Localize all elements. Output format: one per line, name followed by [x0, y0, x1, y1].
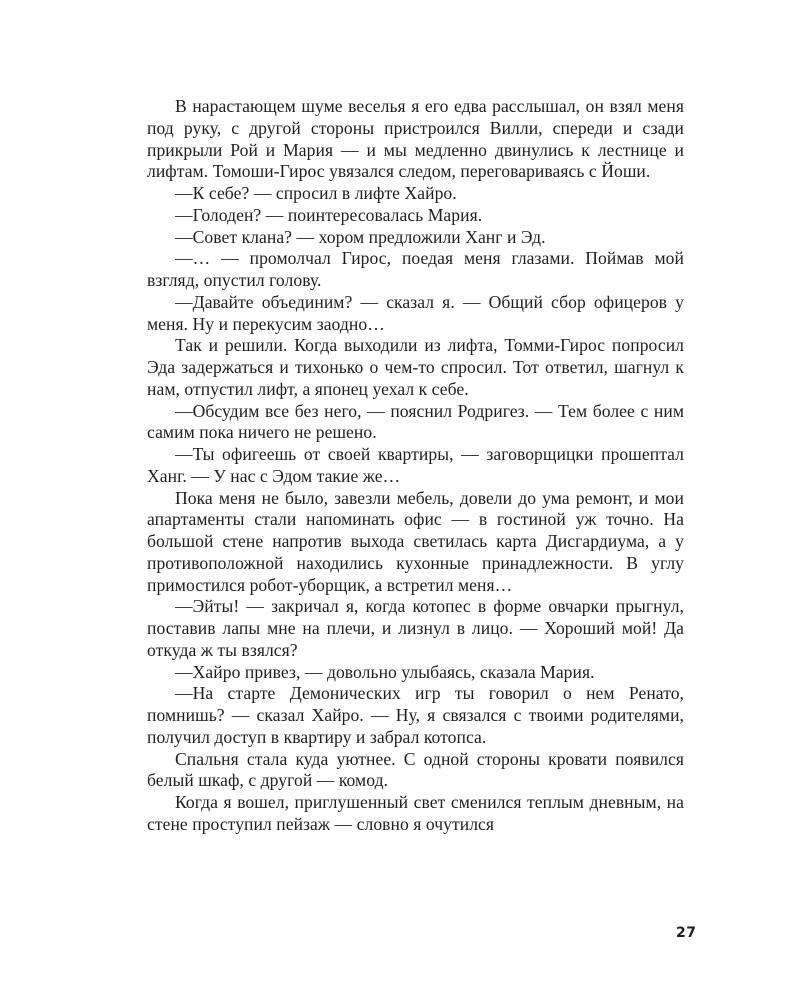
paragraph: —… — промолчал Гирос, поедая меня глазами. Поймав мой взгляд, опустил голову. [147, 248, 684, 290]
paragraph: Когда я вошел, приглушенный свет сменился теплым дневным, на стене проступил пейзаж — словно я очутился [147, 792, 684, 834]
paragraph: —На старте Демонических игр ты говорил о нем Ренато, помнишь? — сказал Хайро. — Ну, я связался с твоими родителями, получил доступ в квартиру и забрал котопса. [147, 683, 684, 747]
paragraph: —Хайро привез, — довольно улыбаясь, сказала Мария. [175, 661, 595, 682]
paragraph: —Давайте объединим? — сказал я. — Общий сбор офицеров у меня. Ну и перекусим заодно… [147, 291, 684, 334]
paragraph: Так и решили. Когда выходили из лифта, Томми-Гирос попросил Эда задержаться и тихонько о чем-то спросил. Тот ответил, шагнул к нам, отпустил лифт, а японец уехал к себе. [147, 335, 684, 399]
paragraph: Спальня стала куда уютнее. С одной стороны кровати появился белый шкаф, с другой — комод. [147, 748, 684, 791]
paragraph: —Голоден? — поинтересовалась Мария. [175, 204, 483, 225]
paragraph: —К себе? — спросил в лифте Хайро. [175, 183, 457, 203]
paragraph: —Ты офигеешь от своей квартиры, — заговорщицки прошептал Ханг. — У нас с Эдом такие же… [147, 444, 684, 486]
page-number: 27 [676, 925, 697, 941]
paragraph: Пока меня не было, завезли мебель, довели до ума ремонт, и мои апартаменты стали напоминать офис — в гостиной уж точно. На большой стене напротив выхода светилась карта Дисгардиума, а у противоположной находились кухонные принадлежности. В углу примостился робот-уборщик, а встретил меня… [147, 487, 684, 595]
paragraph: —Совет клана? — хором предложили Ханг и Эд. [175, 226, 546, 247]
paragraph: —Обсудим все без него, — пояснил Родригез. — Тем более с ним самим пока ничего не решено. [147, 400, 684, 443]
body-text [147, 96, 684, 836]
paragraph: —Эйты! — закричал я, когда котопес в форме овчарки прыгнул, поставив лапы мне на плечи, и лизнул в лицо. — Хороший мой! Да откуда ж ты взялся? [147, 596, 684, 660]
paragraph: В нарастающем шуме веселья я его едва расслышал, он взял меня под руку, с другой стороны пристроился Вилли, спереди и сзади прикрыли Рой и Мария — и мы медленно двинулись к лестнице и лифтам. Томоши-Гирос увязался следом, переговариваясь с Йоши. [147, 96, 684, 182]
